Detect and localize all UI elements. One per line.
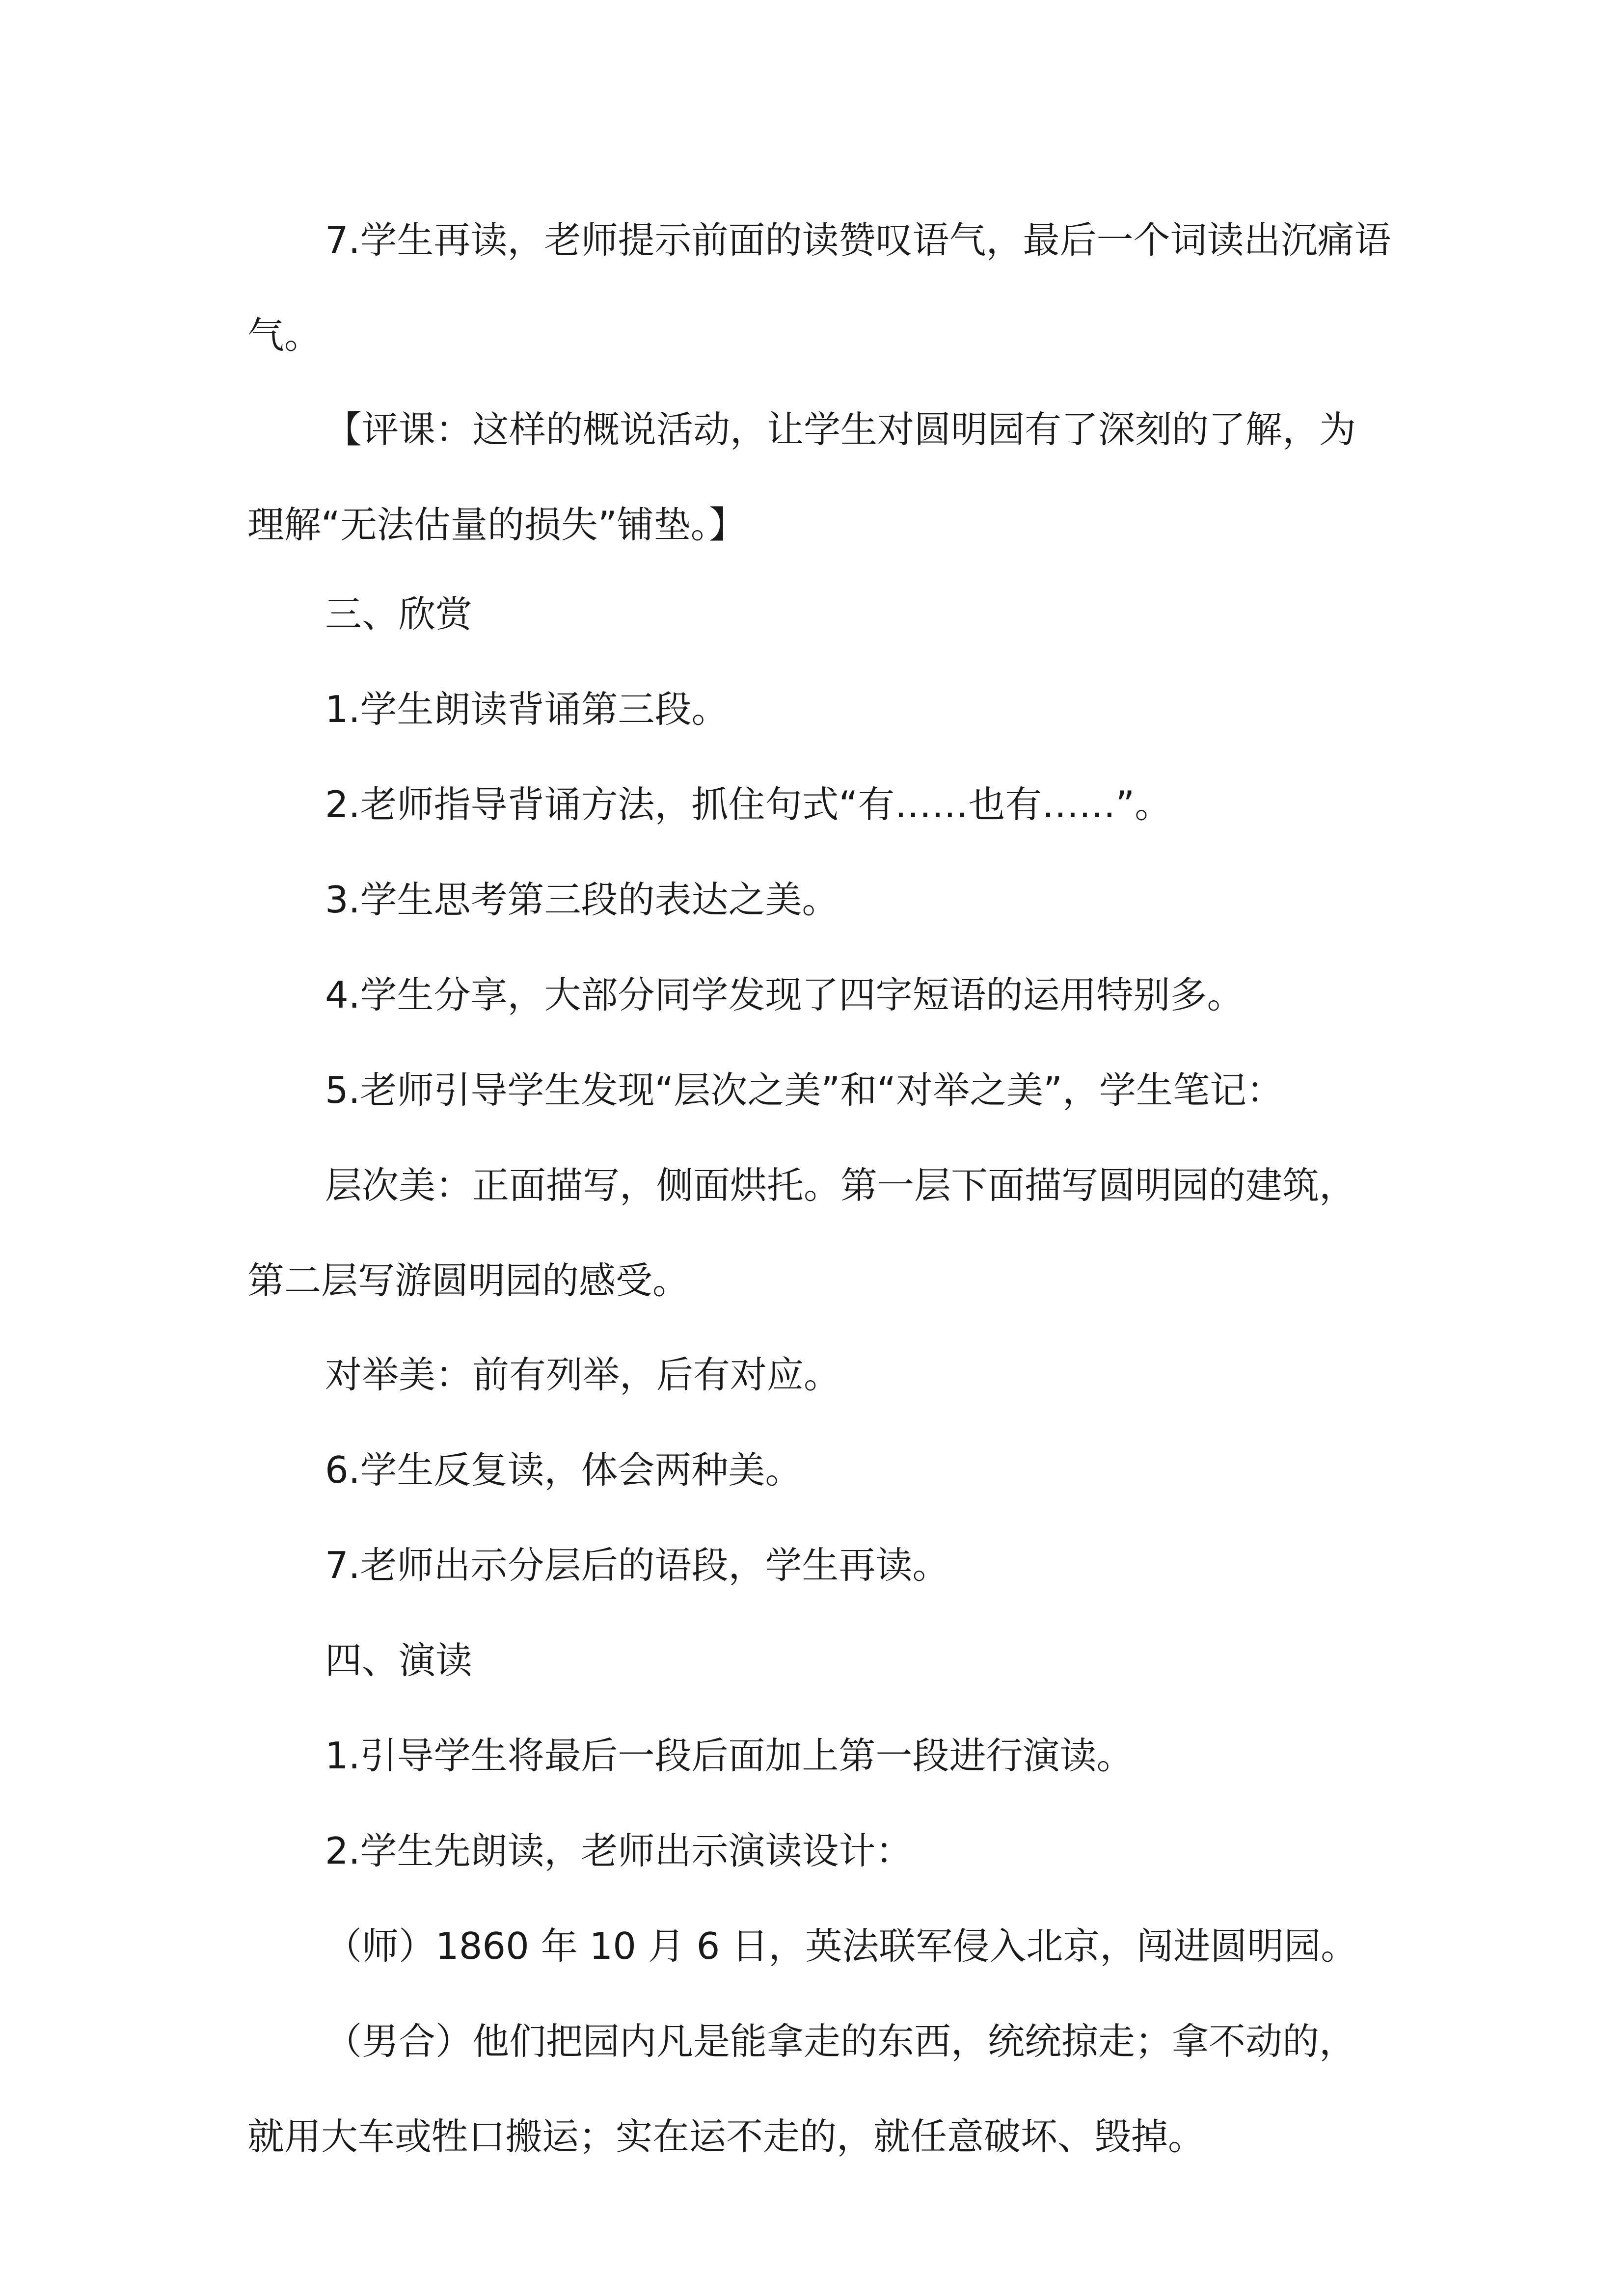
paragraph-evaluation-note: 【评课：这样的概说活动，让学生对圆明园有了深刻的了解，为理解“无法估量的损失”铺垫。】	[247, 408, 1356, 546]
paragraph-contrast-beauty: 对举美：前有列举，后有对应。	[325, 1353, 841, 1396]
paragraph-step-5: 5.老师引导学生发现“层次之美”和“对举之美”，学生笔记：	[325, 1068, 1283, 1112]
section-heading-appreciation: 三、欣赏	[325, 592, 473, 636]
paragraph-step-7: 7.老师出示分层后的语段，学生再读。	[325, 1544, 949, 1587]
paragraph-perf-step-2: 2.学生先朗读，老师出示演读设计：	[325, 1829, 913, 1872]
section-heading-performance: 四、演读	[325, 1639, 473, 1682]
paragraph-teacher-line: （师）1860 年 10 月 6 日，英法联军侵入北京，闯进圆明园。	[325, 1924, 1358, 1968]
paragraph-step-2: 2.老师指导背诵方法，抓住句式“有……也有……”。	[325, 783, 1172, 826]
paragraph-step-4: 4.学生分享，大部分同学发现了四字短语的运用特别多。	[325, 973, 1244, 1016]
paragraph-layer-beauty: 层次美：正面描写，侧面烘托。第一层下面描写圆明园的建筑，第二层写游圆明园的感受。	[247, 1164, 1356, 1302]
paragraph-step-3: 3.学生思考第三段的表达之美。	[325, 878, 839, 921]
paragraph-step-6: 6.学生反复读，体会两种美。	[325, 1448, 802, 1492]
paragraph-reread-instruction: 7.学生再读，老师提示前面的读赞叹语气，最后一个词读出沉痛语气。	[247, 218, 1391, 357]
paragraph-boys-chorus-line: （男合）他们把园内凡是能拿走的东西，统统掠走；拿不动的，就用大车或牲口搬运；实在运不走的，就任意破坏、毁掉。	[247, 2020, 1356, 2158]
paragraph-perf-step-1: 1.引导学生将最后一段后面加上第一段进行演读。	[325, 1734, 1134, 1777]
paragraph-step-1: 1.学生朗读背诵第三段。	[325, 688, 729, 731]
